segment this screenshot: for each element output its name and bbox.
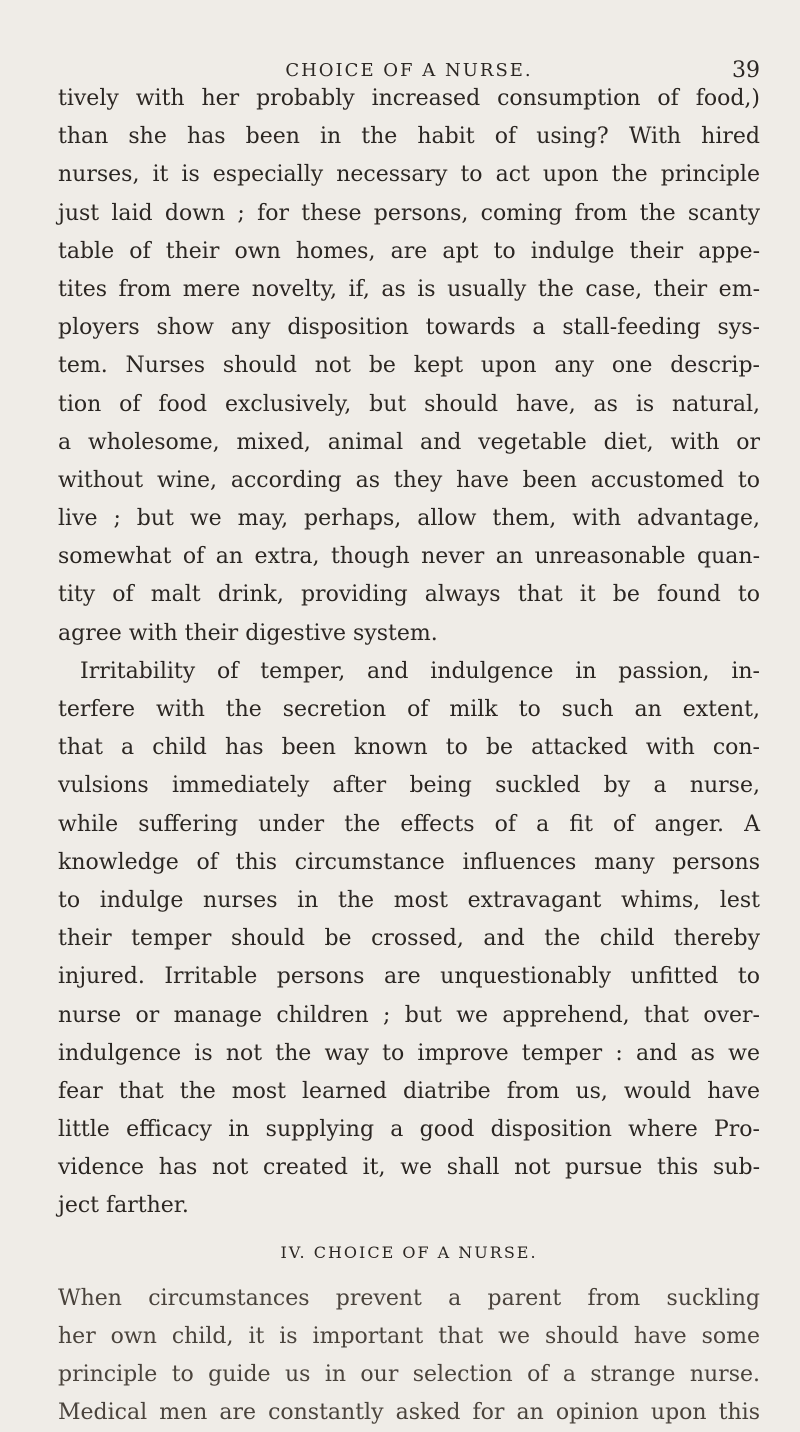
section-text-line: When circumstances prevent a parent from suckling <box>58 1285 760 1311</box>
text-line: fear that the most learned diatribe from us, would have <box>58 1078 760 1104</box>
section-text-line: Medical men are constantly asked for an opinion upon this <box>58 1400 760 1426</box>
text-line: indulgence is not the way to improve temper : and as we <box>58 1040 760 1066</box>
text-line: nurses, it is especially necessary to act upon the principle <box>58 162 760 188</box>
text-line: tites from mere novelty, if, as is usually the case, their em- <box>58 276 760 302</box>
text-line: table of their own homes, are apt to indulge their appe- <box>58 238 760 264</box>
text-line: injured. Irritable persons are unquestionably unfitted to <box>58 964 760 990</box>
text-line: just laid down ; for these persons, coming from the scanty <box>58 200 760 226</box>
text-line: without wine, according as they have been accustomed to <box>58 467 760 493</box>
text-line: to indulge nurses in the most extravagant whims, lest <box>58 887 760 913</box>
text-line: that a child has been known to be attacked with con- <box>58 735 760 761</box>
text-line: a wholesome, mixed, animal and vegetable diet, with or <box>58 429 760 455</box>
text-line: their temper should be crossed, and the child thereby <box>58 926 760 952</box>
text-line: tity of malt drink, providing always that it be found to <box>58 582 760 608</box>
section-heading: IV. CHOICE OF A NURSE. <box>280 1242 538 1262</box>
text-line: ject farther. <box>58 1193 189 1219</box>
text-line: tem. Nurses should not be kept upon any one descrip- <box>58 353 760 379</box>
text-line: tion of food exclusively, but should have, as is natural, <box>58 391 760 417</box>
text-line: knowledge of this circumstance influences many persons <box>58 849 760 875</box>
text-line: terfere with the secretion of milk to such an extent, <box>58 697 760 722</box>
body-text <box>58 80 760 1432</box>
text-line: tively with her probably increased consumption of food,) <box>58 86 760 111</box>
section-text-line: principle to guide us in our selection of a strange nurse. <box>58 1362 760 1387</box>
text-line: vulsions immediately after being suckled by a nurse, <box>58 773 760 799</box>
text-line: agree with their digestive system. <box>58 620 438 646</box>
text-line: nurse or manage children ; but we apprehend, that over- <box>58 1002 760 1028</box>
text-line: live ; but we may, perhaps, allow them, with advantage, <box>58 506 760 532</box>
paragraph-start-line: Irritability of temper, and indulgence in passion, in- <box>80 658 760 684</box>
running-title: CHOICE OF A NURSE. <box>285 60 533 81</box>
text-line: little efficacy in supplying a good disposition where Pro- <box>58 1117 760 1143</box>
section-text-line: her own child, it is important that we should have some <box>58 1323 760 1349</box>
text-line: while suffering under the effects of a fit of anger. A <box>58 811 760 837</box>
text-line: ployers show any disposition towards a stall-feeding sys- <box>58 315 760 341</box>
text-line: than she has been in the habit of using? With hired <box>58 124 760 150</box>
page-number: 39 <box>732 58 760 83</box>
text-line: somewhat of an extra, though never an unreasonable quan- <box>58 544 760 570</box>
text-line: vidence has not created it, we shall not pursue this sub- <box>58 1155 760 1181</box>
